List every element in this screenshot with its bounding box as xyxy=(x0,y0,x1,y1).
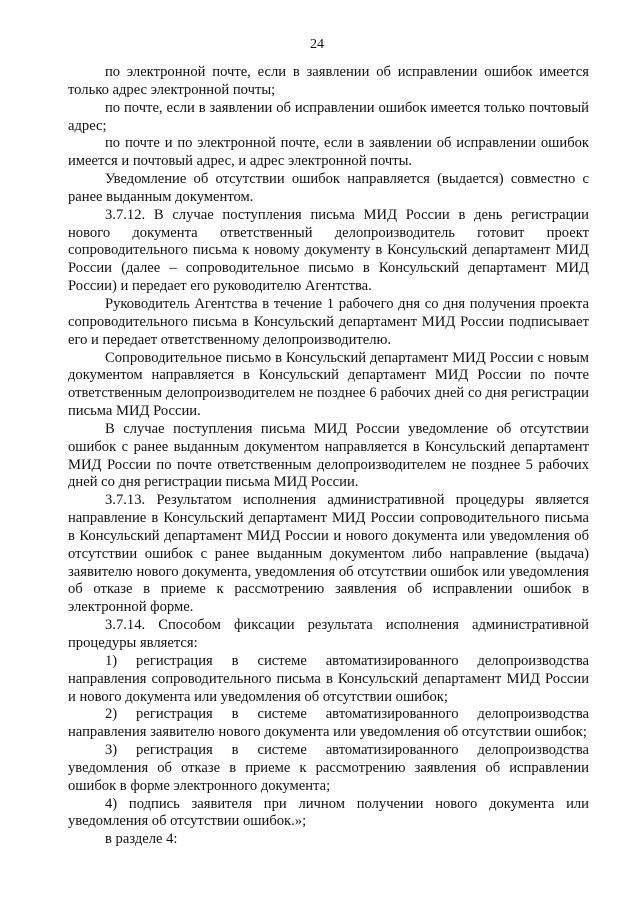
paragraph: 4) подпись заявителя при личном получении нового документа или уведомления об отсутствии ошибок.»; xyxy=(68,795,589,830)
paragraph: 3) регистрация в системе автоматизированного делопроизводства уведомления об отказе в приеме к рассмотрению заявления об исправлении ошибок в форме электронного документа; xyxy=(68,742,589,794)
paragraph: 1) регистрация в системе автоматизированного делопроизводства направления сопроводительного письма в Консульский департамент МИД России и нового документа или уведомления об отсутствии ошибок; xyxy=(68,652,589,705)
paragraph: В случае поступления письма МИД России уведомление об отсутствии ошибок с ранее выданным документом направляется в Консульский департамент МИД России по почте ответственным делопроизводителем не позднее 5 рабочих дней со дня регистрации письма МИД России. xyxy=(68,420,589,491)
page-number: 24 xyxy=(310,37,324,52)
paragraph: 3.7.14. Способом фиксации результата исполнения административной процедуры является: xyxy=(68,617,589,651)
paragraph: 3.7.12. В случае поступления письма МИД России в день регистрации нового документа ответственный делопроизводитель готовит проект сопроводительного письма к новому документу в Консульский департамент МИД России (далее – сопроводительное письмо в Консульский департамент МИД России) и передает его руководителю Агентства. xyxy=(68,206,589,295)
paragraph: по почте, если в заявлении об исправлении ошибок имеется только почтовый адрес; xyxy=(68,99,589,134)
paragraph: 3.7.13. Результатом исполнения административной процедуры является направление в Консульский департамент МИД России сопроводительного письма в Консульский департамент МИД России и нового документа или уведомления об отсутствии ошибок с ранее выданным документом либо направление (выдача) заявителю нового документа, уведомления об отсутствии ошибок или уведомления об отказе в приеме к рассмотрению заявления об исправлении ошибок в электронной форме. xyxy=(68,492,589,616)
paragraph: по электронной почте, если в заявлении об исправлении ошибок имеется только адрес электронной почты; xyxy=(68,64,589,98)
paragraph: в разделе 4: xyxy=(105,831,178,848)
paragraph: Руководитель Агентства в течение 1 рабочего дня со дня получения проекта сопроводительного письма в Консульский департамент МИД России подписывает его и передает ответственному делопроизводителю. xyxy=(68,295,589,348)
paragraph: 2) регистрация в системе автоматизированного делопроизводства направления заявителю нового документа или уведомления об отсутствии ошибок; xyxy=(68,706,589,741)
paragraph: по почте и по электронной почте, если в заявлении об исправлении ошибок имеется и почтовый адрес, и адрес электронной почты. xyxy=(68,135,589,170)
paragraph: Уведомление об отсутствии ошибок направляется (выдается) совместно с ранее выданным документом. xyxy=(68,171,589,205)
paragraph: Сопроводительное письмо в Консульский департамент МИД России с новым документом направляется в Консульский департамент МИД России по почте ответственным делопроизводителем не позднее 6 рабочих дней со дня регистрации письма МИД России. xyxy=(68,349,589,420)
document-body xyxy=(68,64,589,849)
